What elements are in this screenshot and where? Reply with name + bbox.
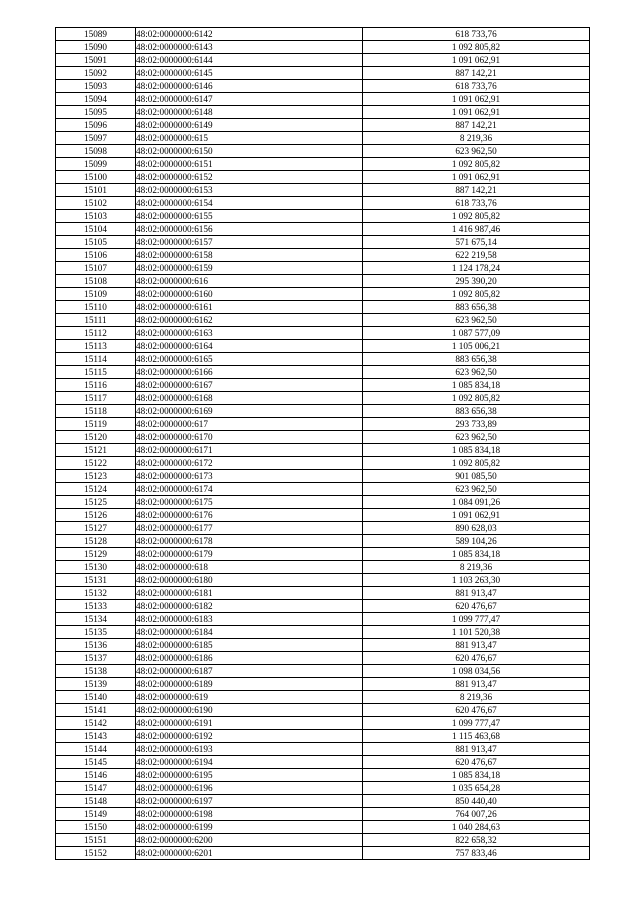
table-row xyxy=(56,808,590,821)
table-row xyxy=(56,652,590,665)
cadastral-value-cell: 1 085 834,18 xyxy=(363,444,590,457)
cadastral-number-cell: 48:02:0000000:6147 xyxy=(136,93,363,106)
row-number-cell: 15142 xyxy=(56,717,136,730)
cadastral-number-cell: 48:02:0000000:6156 xyxy=(136,223,363,236)
cadastral-number-cell: 48:02:0000000:6182 xyxy=(136,600,363,613)
cadastral-value-cell: 293 733,89 xyxy=(363,418,590,431)
cadastral-number-cell: 48:02:0000000:6175 xyxy=(136,496,363,509)
cadastral-value-cell: 887 142,21 xyxy=(363,67,590,80)
cadastral-number-cell: 48:02:0000000:618 xyxy=(136,561,363,574)
table-row xyxy=(56,288,590,301)
cadastral-value-cell: 1 091 062,91 xyxy=(363,106,590,119)
table-row xyxy=(56,769,590,782)
cadastral-value-cell: 1 085 834,18 xyxy=(363,379,590,392)
cadastral-value-cell: 890 628,03 xyxy=(363,522,590,535)
cadastral-number-cell: 48:02:0000000:6193 xyxy=(136,743,363,756)
row-number-cell: 15127 xyxy=(56,522,136,535)
cadastral-number-cell: 48:02:0000000:6179 xyxy=(136,548,363,561)
table-row xyxy=(56,223,590,236)
cadastral-value-cell: 757 833,46 xyxy=(363,847,590,860)
row-number-cell: 15109 xyxy=(56,288,136,301)
row-number-cell: 15093 xyxy=(56,80,136,93)
table-row xyxy=(56,782,590,795)
cadastral-value-cell: 1 091 062,91 xyxy=(363,171,590,184)
cadastral-number-cell: 48:02:0000000:6177 xyxy=(136,522,363,535)
row-number-cell: 15115 xyxy=(56,366,136,379)
cadastral-number-cell: 48:02:0000000:6143 xyxy=(136,41,363,54)
row-number-cell: 15148 xyxy=(56,795,136,808)
cadastral-value-cell: 1 085 834,18 xyxy=(363,548,590,561)
cadastral-value-cell: 622 219,58 xyxy=(363,249,590,262)
cadastral-value-cell: 881 913,47 xyxy=(363,587,590,600)
cadastral-value-cell: 1 091 062,91 xyxy=(363,509,590,522)
cadastral-number-cell: 48:02:0000000:6157 xyxy=(136,236,363,249)
table-row xyxy=(56,171,590,184)
row-number-cell: 15151 xyxy=(56,834,136,847)
table-row xyxy=(56,67,590,80)
row-number-cell: 15133 xyxy=(56,600,136,613)
cadastral-number-cell: 48:02:0000000:6187 xyxy=(136,665,363,678)
cadastral-value-cell: 881 913,47 xyxy=(363,678,590,691)
table-row xyxy=(56,197,590,210)
row-number-cell: 15122 xyxy=(56,457,136,470)
table-row xyxy=(56,54,590,67)
cadastral-value-cell: 1 040 284,63 xyxy=(363,821,590,834)
cadastral-value-cell: 623 962,50 xyxy=(363,366,590,379)
table-row xyxy=(56,483,590,496)
row-number-cell: 15136 xyxy=(56,639,136,652)
table-row xyxy=(56,119,590,132)
cadastral-number-cell: 48:02:0000000:6174 xyxy=(136,483,363,496)
cadastral-value-cell: 623 962,50 xyxy=(363,145,590,158)
cadastral-number-cell: 48:02:0000000:6186 xyxy=(136,652,363,665)
cadastral-value-cell: 620 476,67 xyxy=(363,652,590,665)
row-number-cell: 15124 xyxy=(56,483,136,496)
cadastral-value-cell: 901 085,50 xyxy=(363,470,590,483)
table-row xyxy=(56,366,590,379)
row-number-cell: 15125 xyxy=(56,496,136,509)
row-number-cell: 15132 xyxy=(56,587,136,600)
table-row xyxy=(56,301,590,314)
cadastral-number-cell: 48:02:0000000:6195 xyxy=(136,769,363,782)
table-row xyxy=(56,106,590,119)
cadastral-number-cell: 48:02:0000000:6158 xyxy=(136,249,363,262)
table-row xyxy=(56,392,590,405)
table-row xyxy=(56,28,590,41)
cadastral-value-cell: 295 390,20 xyxy=(363,275,590,288)
table-row xyxy=(56,678,590,691)
cadastral-value-cell: 8 219,36 xyxy=(363,561,590,574)
table-body xyxy=(56,28,590,860)
cadastral-number-cell: 48:02:0000000:6148 xyxy=(136,106,363,119)
table-row xyxy=(56,405,590,418)
row-number-cell: 15131 xyxy=(56,574,136,587)
cadastral-number-cell: 48:02:0000000:6149 xyxy=(136,119,363,132)
table-row xyxy=(56,834,590,847)
cadastral-value-cell: 1 124 178,24 xyxy=(363,262,590,275)
cadastral-number-cell: 48:02:0000000:6166 xyxy=(136,366,363,379)
cadastral-value-cell: 620 476,67 xyxy=(363,600,590,613)
cadastral-value-cell: 1 092 805,82 xyxy=(363,210,590,223)
row-number-cell: 15152 xyxy=(56,847,136,860)
cadastral-number-cell: 48:02:0000000:6198 xyxy=(136,808,363,821)
cadastral-number-cell: 48:02:0000000:6197 xyxy=(136,795,363,808)
cadastral-number-cell: 48:02:0000000:6161 xyxy=(136,301,363,314)
cadastral-number-cell: 48:02:0000000:6185 xyxy=(136,639,363,652)
row-number-cell: 15130 xyxy=(56,561,136,574)
table-row xyxy=(56,431,590,444)
cadastral-number-cell: 48:02:0000000:6190 xyxy=(136,704,363,717)
cadastral-value-cell: 1 092 805,82 xyxy=(363,457,590,470)
row-number-cell: 15089 xyxy=(56,28,136,41)
cadastral-number-cell: 48:02:0000000:6170 xyxy=(136,431,363,444)
table-row xyxy=(56,639,590,652)
cadastral-value-cell: 1 035 654,28 xyxy=(363,782,590,795)
cadastral-number-cell: 48:02:0000000:6162 xyxy=(136,314,363,327)
table-row xyxy=(56,236,590,249)
table-row xyxy=(56,730,590,743)
table-row xyxy=(56,145,590,158)
row-number-cell: 15107 xyxy=(56,262,136,275)
cadastral-value-cell: 850 440,40 xyxy=(363,795,590,808)
row-number-cell: 15141 xyxy=(56,704,136,717)
cadastral-value-cell: 881 913,47 xyxy=(363,743,590,756)
row-number-cell: 15147 xyxy=(56,782,136,795)
table-row xyxy=(56,314,590,327)
cadastral-value-cell: 883 656,38 xyxy=(363,353,590,366)
cadastral-number-cell: 48:02:0000000:617 xyxy=(136,418,363,431)
cadastral-value-cell: 8 219,36 xyxy=(363,691,590,704)
table-row xyxy=(56,535,590,548)
cadastral-number-cell: 48:02:0000000:6194 xyxy=(136,756,363,769)
cadastral-number-cell: 48:02:0000000:6176 xyxy=(136,509,363,522)
cadastral-value-cell: 623 962,50 xyxy=(363,314,590,327)
row-number-cell: 15114 xyxy=(56,353,136,366)
table-row xyxy=(56,509,590,522)
row-number-cell: 15149 xyxy=(56,808,136,821)
table-row xyxy=(56,379,590,392)
table-row xyxy=(56,600,590,613)
table-row xyxy=(56,717,590,730)
cadastral-value-cell: 623 962,50 xyxy=(363,431,590,444)
table-row xyxy=(56,262,590,275)
cadastral-number-cell: 48:02:0000000:615 xyxy=(136,132,363,145)
table-row xyxy=(56,210,590,223)
cadastral-value-cell: 1 105 006,21 xyxy=(363,340,590,353)
cadastral-value-cell: 589 104,26 xyxy=(363,535,590,548)
row-number-cell: 15100 xyxy=(56,171,136,184)
row-number-cell: 15099 xyxy=(56,158,136,171)
table-row xyxy=(56,561,590,574)
table-row xyxy=(56,522,590,535)
cadastral-number-cell: 48:02:0000000:6173 xyxy=(136,470,363,483)
cadastral-number-cell: 48:02:0000000:6199 xyxy=(136,821,363,834)
cadastral-value-cell: 887 142,21 xyxy=(363,184,590,197)
cadastral-value-cell: 618 733,76 xyxy=(363,197,590,210)
cadastral-value-cell: 623 962,50 xyxy=(363,483,590,496)
cadastral-number-cell: 48:02:0000000:6189 xyxy=(136,678,363,691)
cadastral-value-cell: 620 476,67 xyxy=(363,756,590,769)
row-number-cell: 15116 xyxy=(56,379,136,392)
row-number-cell: 15135 xyxy=(56,626,136,639)
cadastral-number-cell: 48:02:0000000:6159 xyxy=(136,262,363,275)
table-row xyxy=(56,587,590,600)
row-number-cell: 15120 xyxy=(56,431,136,444)
row-number-cell: 15104 xyxy=(56,223,136,236)
row-number-cell: 15105 xyxy=(56,236,136,249)
row-number-cell: 15106 xyxy=(56,249,136,262)
row-number-cell: 15139 xyxy=(56,678,136,691)
table-row xyxy=(56,626,590,639)
row-number-cell: 15108 xyxy=(56,275,136,288)
cadastral-value-cell: 822 658,32 xyxy=(363,834,590,847)
cadastral-number-cell: 48:02:0000000:616 xyxy=(136,275,363,288)
cadastral-number-cell: 48:02:0000000:6201 xyxy=(136,847,363,860)
table-row xyxy=(56,496,590,509)
cadastral-value-cell: 1 092 805,82 xyxy=(363,41,590,54)
row-number-cell: 15118 xyxy=(56,405,136,418)
table-row xyxy=(56,665,590,678)
row-number-cell: 15143 xyxy=(56,730,136,743)
row-number-cell: 15150 xyxy=(56,821,136,834)
table-row xyxy=(56,795,590,808)
table-row xyxy=(56,418,590,431)
cadastral-number-cell: 48:02:0000000:6192 xyxy=(136,730,363,743)
cadastral-number-cell: 48:02:0000000:6155 xyxy=(136,210,363,223)
table-row xyxy=(56,444,590,457)
cadastral-value-cell: 618 733,76 xyxy=(363,80,590,93)
cadastral-number-cell: 48:02:0000000:6144 xyxy=(136,54,363,67)
cadastral-number-cell: 48:02:0000000:6183 xyxy=(136,613,363,626)
row-number-cell: 15112 xyxy=(56,327,136,340)
cadastral-value-cell: 1 098 034,56 xyxy=(363,665,590,678)
cadastral-number-cell: 48:02:0000000:6150 xyxy=(136,145,363,158)
row-number-cell: 15128 xyxy=(56,535,136,548)
table-row xyxy=(56,327,590,340)
table-row xyxy=(56,457,590,470)
table-row xyxy=(56,275,590,288)
row-number-cell: 15110 xyxy=(56,301,136,314)
row-number-cell: 15126 xyxy=(56,509,136,522)
cadastral-value-cell: 887 142,21 xyxy=(363,119,590,132)
table-row xyxy=(56,249,590,262)
row-number-cell: 15095 xyxy=(56,106,136,119)
table-row xyxy=(56,613,590,626)
cadastral-value-cell: 1 099 777,47 xyxy=(363,717,590,730)
table-row xyxy=(56,353,590,366)
table-row xyxy=(56,847,590,860)
row-number-cell: 15097 xyxy=(56,132,136,145)
row-number-cell: 15103 xyxy=(56,210,136,223)
row-number-cell: 15121 xyxy=(56,444,136,457)
table-row xyxy=(56,470,590,483)
cadastral-value-cell: 620 476,67 xyxy=(363,704,590,717)
cadastral-number-cell: 48:02:0000000:6167 xyxy=(136,379,363,392)
cadastral-value-cell: 8 219,36 xyxy=(363,132,590,145)
cadastral-value-cell: 764 007,26 xyxy=(363,808,590,821)
cadastral-value-cell: 1 091 062,91 xyxy=(363,93,590,106)
cadastral-number-cell: 48:02:0000000:6172 xyxy=(136,457,363,470)
cadastral-value-cell: 1 101 520,38 xyxy=(363,626,590,639)
cadastral-value-cell: 1 085 834,18 xyxy=(363,769,590,782)
row-number-cell: 15123 xyxy=(56,470,136,483)
row-number-cell: 15096 xyxy=(56,119,136,132)
row-number-cell: 15145 xyxy=(56,756,136,769)
row-number-cell: 15101 xyxy=(56,184,136,197)
row-number-cell: 15146 xyxy=(56,769,136,782)
table-row xyxy=(56,704,590,717)
cadastral-value-cell: 1 416 987,46 xyxy=(363,223,590,236)
cadastral-number-cell: 48:02:0000000:6180 xyxy=(136,574,363,587)
cadastral-value-cell: 618 733,76 xyxy=(363,28,590,41)
row-number-cell: 15119 xyxy=(56,418,136,431)
cadastral-value-cell: 1 115 463,68 xyxy=(363,730,590,743)
row-number-cell: 15111 xyxy=(56,314,136,327)
table-row xyxy=(56,548,590,561)
cadastral-number-cell: 48:02:0000000:6154 xyxy=(136,197,363,210)
row-number-cell: 15113 xyxy=(56,340,136,353)
row-number-cell: 15137 xyxy=(56,652,136,665)
cadastral-number-cell: 48:02:0000000:6184 xyxy=(136,626,363,639)
row-number-cell: 15094 xyxy=(56,93,136,106)
table-row xyxy=(56,80,590,93)
cadastral-number-cell: 48:02:0000000:6165 xyxy=(136,353,363,366)
cadastral-number-cell: 48:02:0000000:6142 xyxy=(136,28,363,41)
cadastral-number-cell: 48:02:0000000:6152 xyxy=(136,171,363,184)
row-number-cell: 15144 xyxy=(56,743,136,756)
cadastral-value-cell: 1 092 805,82 xyxy=(363,288,590,301)
row-number-cell: 15092 xyxy=(56,67,136,80)
table-row xyxy=(56,93,590,106)
cadastral-value-cell: 1 087 577,09 xyxy=(363,327,590,340)
cadastral-value-cell: 883 656,38 xyxy=(363,301,590,314)
cadastral-number-cell: 48:02:0000000:6153 xyxy=(136,184,363,197)
row-number-cell: 15091 xyxy=(56,54,136,67)
cadastral-value-cell: 1 092 805,82 xyxy=(363,392,590,405)
table-row xyxy=(56,743,590,756)
row-number-cell: 15129 xyxy=(56,548,136,561)
cadastral-number-cell: 48:02:0000000:6163 xyxy=(136,327,363,340)
cadastral-number-cell: 48:02:0000000:6168 xyxy=(136,392,363,405)
cadastral-number-cell: 48:02:0000000:6160 xyxy=(136,288,363,301)
table-row xyxy=(56,132,590,145)
cadastral-number-cell: 48:02:0000000:6196 xyxy=(136,782,363,795)
cadastral-number-cell: 48:02:0000000:6200 xyxy=(136,834,363,847)
row-number-cell: 15098 xyxy=(56,145,136,158)
row-number-cell: 15102 xyxy=(56,197,136,210)
table-row xyxy=(56,691,590,704)
row-number-cell: 15117 xyxy=(56,392,136,405)
cadastral-number-cell: 48:02:0000000:6169 xyxy=(136,405,363,418)
table-row xyxy=(56,756,590,769)
row-number-cell: 15134 xyxy=(56,613,136,626)
cadastral-value-cell: 571 675,14 xyxy=(363,236,590,249)
cadastral-number-cell: 48:02:0000000:6178 xyxy=(136,535,363,548)
cadastral-number-cell: 48:02:0000000:6146 xyxy=(136,80,363,93)
cadastral-value-cell: 881 913,47 xyxy=(363,639,590,652)
cadastral-value-cell: 1 092 805,82 xyxy=(363,158,590,171)
cadastral-number-cell: 48:02:0000000:619 xyxy=(136,691,363,704)
cadastral-number-cell: 48:02:0000000:6145 xyxy=(136,67,363,80)
cadastral-value-cell: 1 103 263,30 xyxy=(363,574,590,587)
cadastral-value-cell: 1 084 091,26 xyxy=(363,496,590,509)
cadastral-number-cell: 48:02:0000000:6191 xyxy=(136,717,363,730)
cadastral-value-cell: 1 099 777,47 xyxy=(363,613,590,626)
row-number-cell: 15090 xyxy=(56,41,136,54)
table-row xyxy=(56,340,590,353)
table-row xyxy=(56,184,590,197)
table-row xyxy=(56,158,590,171)
cadastral-number-cell: 48:02:0000000:6181 xyxy=(136,587,363,600)
cadastral-value-cell: 1 091 062,91 xyxy=(363,54,590,67)
cadastral-value-cell: 883 656,38 xyxy=(363,405,590,418)
row-number-cell: 15138 xyxy=(56,665,136,678)
cadastral-number-cell: 48:02:0000000:6164 xyxy=(136,340,363,353)
table-row xyxy=(56,821,590,834)
table-row xyxy=(56,574,590,587)
cadastral-value-table xyxy=(55,27,590,860)
cadastral-number-cell: 48:02:0000000:6151 xyxy=(136,158,363,171)
table-row xyxy=(56,41,590,54)
cadastral-number-cell: 48:02:0000000:6171 xyxy=(136,444,363,457)
row-number-cell: 15140 xyxy=(56,691,136,704)
